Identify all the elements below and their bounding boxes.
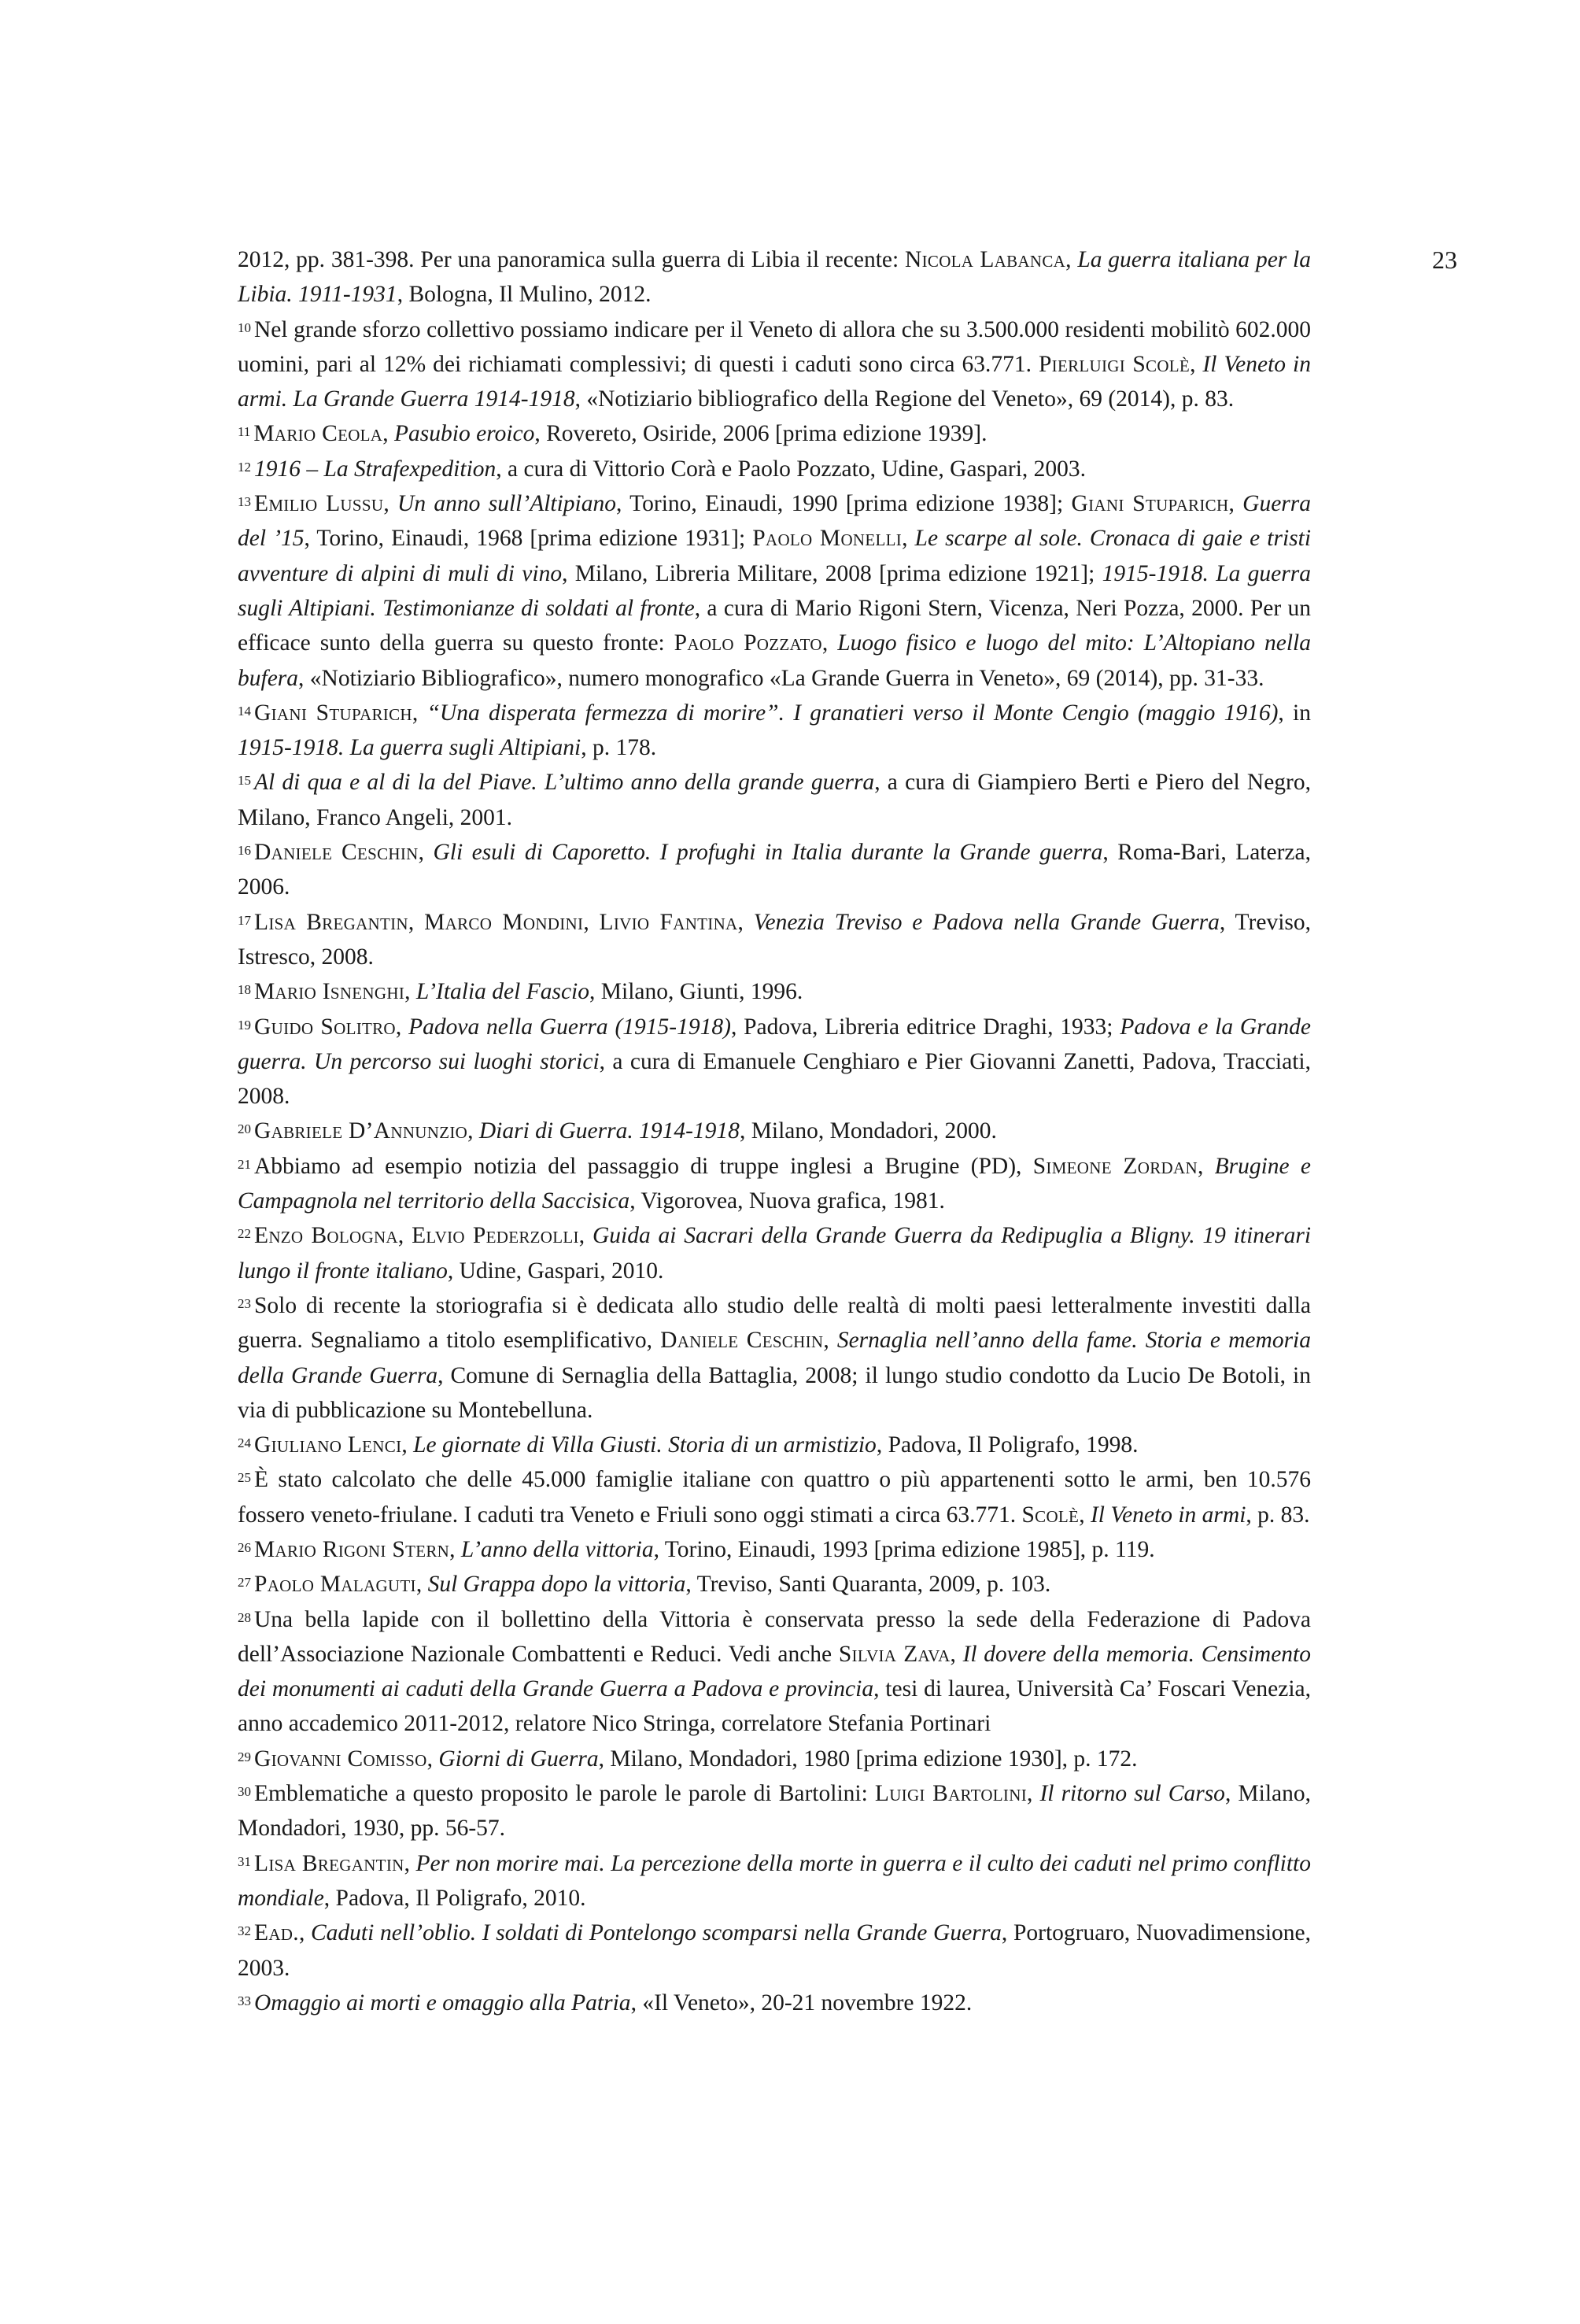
note-text: , Portogruaro, Nuovadimensione, 2003. [238, 1920, 1311, 1981]
title-italic: 1915-1918. La guerra sugli Altipiani. Testimonianze di soldati al fronte [238, 560, 1311, 621]
title-italic: Venezia Treviso e Padova nella Grande Guerra [753, 909, 1220, 935]
footnote-number: 21 [238, 1156, 251, 1172]
title-italic: Il ritorno sul Carso [1039, 1781, 1225, 1807]
note-text: , Milano, Mondadori, 1980 [prima edizione 1930], p. 172. [598, 1746, 1138, 1772]
footnote [238, 765, 1311, 835]
note-text: , p. 178. [581, 735, 657, 761]
note-text: , [412, 700, 427, 726]
author-name: Paolo Malaguti [254, 1572, 416, 1598]
note-text: , [737, 909, 754, 935]
footnote [238, 312, 1311, 417]
footnote [238, 416, 1311, 451]
note-text: , «Notiziario bibliografico della Regione del Veneto», 69 (2014), p. 83. [574, 386, 1235, 412]
note-text: , in [1278, 700, 1311, 726]
footnote [238, 1288, 1311, 1428]
note-text: , [298, 1920, 311, 1946]
footnotes [238, 242, 1311, 2020]
title-italic: Sul Grappa dopo la vittoria [427, 1572, 686, 1598]
footnote-number: 18 [238, 982, 251, 998]
note-text: , Milano, Mondadori, 1930, pp. 56-57. [238, 1781, 1311, 1842]
note-text: , [1228, 491, 1243, 517]
footnote-number: 25 [238, 1470, 251, 1486]
author-name: Mario Rigoni Stern [254, 1536, 450, 1562]
note-text: , Torino, Einaudi, 1990 [prima edizione 1938]; [616, 491, 1072, 517]
note-text: , [823, 1328, 837, 1354]
note-text: Nel grande sforzo collettivo possiamo indicare per il Veneto di allora che su 3.500.000 residenti mobilitò 602.000 uomini, pari al 12% dei richiamati complessivi; di questi i caduti sono circa 63.771. [238, 316, 1311, 377]
note-text: , [449, 1536, 461, 1562]
footnote-number: 24 [238, 1435, 251, 1451]
footnote [238, 1010, 1311, 1114]
note-text: , Bologna, Il Mulino, 2012. [397, 282, 652, 308]
footnote [238, 835, 1311, 905]
footnote [238, 1567, 1311, 1602]
note-text: , [397, 1223, 412, 1249]
author-name: Giani Stuparich [254, 700, 412, 726]
author-name: Nicola Labanca [904, 247, 1066, 272]
note-text: , a cura di Vittorio Corà e Paolo Pozzato, Udine, Gaspari, 2003. [496, 456, 1087, 482]
title-italic: Giorni di Guerra [438, 1746, 599, 1772]
note-text: , [578, 1223, 592, 1249]
note-text: , [583, 909, 600, 935]
author-name: Enzo Bologna [254, 1223, 398, 1249]
note-text: , Milano, Libreria Militare, 2008 [prima edizione 1921]; [562, 560, 1102, 586]
footnote-number: 14 [238, 703, 251, 719]
footnote [238, 1846, 1311, 1916]
note-text: , Milano, Giunti, 1996. [589, 979, 803, 1005]
author-name: Gabriele D’Annunzio [254, 1118, 468, 1144]
footnote-number: 17 [238, 912, 251, 928]
note-text: , Padova, Il Poligrafo, 1998. [876, 1432, 1139, 1458]
footnote-number: 13 [238, 494, 251, 510]
footnote [238, 1602, 1311, 1742]
footnote-number: 23 [238, 1295, 251, 1311]
author-name: Mario Ceola [253, 421, 383, 447]
note-text: , Rovereto, Osiride, 2006 [prima edizione 1939]. [534, 421, 988, 447]
footnote [238, 1776, 1311, 1846]
note-text: , «Il Veneto», 20-21 novembre 1922. [630, 1990, 973, 2015]
note-text: , Roma-Bari, Laterza, 2006. [238, 840, 1311, 900]
title-italic: Padova e la Grande guerra. Un percorso sui luoghi storici [238, 1014, 1312, 1074]
footnote [238, 696, 1311, 766]
footnote-number: 11 [238, 424, 251, 440]
title-italic: Omaggio ai morti e omaggio alla Patria [254, 1990, 631, 2015]
note-text: 2012, pp. 381-398. Per una panoramica sulla guerra di Libia il recente: [238, 247, 905, 272]
note-text: , [418, 840, 434, 866]
footnote [238, 1114, 1311, 1148]
footnote [238, 1149, 1311, 1219]
title-italic: Pasubio eroico [394, 421, 535, 447]
title-italic: 1915-1918. La guerra sugli Altipiani [238, 735, 581, 761]
title-italic: Le giornate di Villa Giusti. Storia di un armistizio [413, 1432, 877, 1458]
footnote [238, 1532, 1311, 1567]
author-name: Lisa Bregantin [254, 909, 408, 935]
footnote-number: 28 [238, 1609, 251, 1625]
note-text: , [1197, 1153, 1215, 1179]
title-italic: Sernaglia nell’anno della fame. Storia e memoria della Grande Guerra [238, 1328, 1312, 1388]
note-text: , «Notiziario Bibliografico», numero monografico «La Grande Guerra in Veneto», 69 (2014), pp. 31-33. [298, 665, 1264, 691]
note-text: Una bella lapide con il bollettino della Vittoria è conservata presso la sede della Federazione di Padova dell’Associazione Nazionale Combattenti e Reduci. Vedi anche [238, 1606, 1311, 1667]
author-name: Giovanni Comisso [254, 1746, 427, 1772]
footnote [238, 1218, 1311, 1288]
note-text: , Torino, Einaudi, 1993 [prima edizione 1985], p. 119. [653, 1536, 1155, 1562]
footnote-number: 20 [238, 1121, 251, 1137]
note-text: , Treviso, Santi Quaranta, 2009, p. 103. [685, 1572, 1051, 1598]
page-number: 23 [1432, 246, 1457, 274]
footnote-number: 31 [238, 1853, 251, 1869]
title-italic: 1916 – La Strafexpedition [254, 456, 497, 482]
author-name: Daniele Ceschin [660, 1328, 824, 1354]
title-italic: Caduti nell’oblio. I soldati di Pontelongo scomparsi nella Grande Guerra [311, 1920, 1002, 1946]
author-name: Giani Stuparich [1071, 491, 1229, 517]
note-text: , p. 83. [1246, 1502, 1310, 1528]
title-italic: Luogo fisico e luogo del mito: L’Altopiano nella bufera [238, 630, 1311, 691]
author-name: Marco Mondini [424, 909, 584, 935]
note-text: , tesi di laurea, Università Ca’ Foscari Venezia, anno accademico 2011-2012, relatore Nico Stringa, correlatore Stefania Portinari [238, 1676, 1311, 1737]
author-name: Paolo Pozzato [674, 630, 822, 656]
author-name: Giuliano Lenci [254, 1432, 402, 1458]
note-text: , [401, 1432, 414, 1458]
footnote [238, 905, 1311, 975]
author-name: Lisa Bregantin [254, 1850, 404, 1876]
title-italic: Un anno sull’Altipiano [397, 491, 616, 517]
title-italic: Il Veneto in armi. La Grande Guerra 1914-1918 [238, 351, 1311, 412]
note-text: , Udine, Gaspari, 2010. [447, 1258, 664, 1284]
note-text: , [395, 1014, 409, 1040]
author-name: Mario Isnenghi [254, 979, 405, 1005]
note-text: , [902, 526, 915, 552]
note-text: , [415, 1572, 428, 1598]
note-text: , [383, 491, 398, 517]
title-italic: Il dovere della memoria. Censimento dei monumenti ai caduti della Grande Guerra a Padova e provincia [238, 1641, 1312, 1702]
note-text: , a cura di Emanuele Cenghiaro e Pier Giovanni Zanetti, Padova, Tracciati, 2008. [238, 1048, 1311, 1110]
author-name: Ead. [254, 1920, 299, 1946]
footnote [238, 1916, 1311, 1986]
note-text: Solo di recente la storiografia si è dedicata allo studio delle realtà di molti paesi letteralmente investiti dalla guerra. Segnaliamo a titolo esemplificativo, [238, 1292, 1311, 1354]
title-italic: Brugine e Campagnola nel territorio della Saccisica [238, 1153, 1311, 1214]
title-italic: L’Italia del Fascio [415, 979, 590, 1005]
author-name: Livio Fantina [599, 909, 738, 935]
footnote [238, 974, 1311, 1009]
note-text: , [1079, 1502, 1091, 1528]
author-name: Simeone Zordan [1032, 1153, 1198, 1179]
title-italic: Le scarpe al sole. Cronaca di gaie e tristi avventure di alpini di muli di vino [238, 526, 1312, 586]
note-text: , Milano, Mondadori, 2000. [739, 1118, 997, 1144]
footnote-number: 10 [238, 320, 251, 335]
note-text: , [821, 630, 838, 656]
footnote [238, 452, 1311, 486]
author-name: Daniele Ceschin [254, 840, 419, 866]
author-name: Elvio Pederzolli [412, 1223, 579, 1249]
footnote [238, 1462, 1311, 1532]
footnote-number: 27 [238, 1575, 251, 1591]
footnote-number: 33 [238, 1993, 251, 2008]
note-text: , [1190, 351, 1203, 377]
note-text: , Torino, Einaudi, 1968 [prima edizione 1931]; [304, 526, 753, 552]
footnote-number: 12 [238, 459, 251, 475]
note-text: , Vigorovea, Nuova grafica, 1981. [629, 1188, 945, 1214]
author-name: Guido Solitro [254, 1014, 396, 1040]
note-text: , a cura di Mario Rigoni Stern, Vicenza, Neri Pozza, 2000. Per un efficace sunto della guerra su questo fronte: [238, 595, 1311, 656]
title-italic: Al di qua e al di la del Piave. L’ultimo anno della grande guerra [254, 770, 875, 796]
note-text: , [408, 909, 425, 935]
footnote [238, 242, 1311, 312]
note-text: , [950, 1641, 963, 1667]
title-italic: Gli esuli di Caporetto. I profughi in Italia durante la Grande guerra [433, 840, 1103, 866]
note-text: , a cura di Giampiero Berti e Piero del Negro, Milano, Franco Angeli, 2001. [238, 770, 1311, 830]
footnote-number: 15 [238, 773, 251, 789]
title-italic: Padova nella Guerra (1915-1918) [408, 1014, 731, 1040]
note-text: , [382, 421, 395, 447]
note-text: , Padova, Il Poligrafo, 2010. [323, 1885, 586, 1911]
footnote-number: 32 [238, 1923, 251, 1939]
note-text: , Treviso, Istresco, 2008. [238, 909, 1311, 970]
footnote-number: 16 [238, 843, 251, 859]
note-text: , [1065, 247, 1078, 272]
footnote-number: 19 [238, 1017, 251, 1033]
footnote-number: 22 [238, 1226, 251, 1242]
note-text: , [426, 1746, 439, 1772]
note-text: Abbiamo ad esempio notizia del passaggio di truppe inglesi a Brugine (PD), [254, 1153, 1033, 1179]
note-text: È stato calcolato che delle 45.000 famiglie italiane con quattro o più appartenenti sotto le armi, ben 10.576 fossero veneto-friulane. I caduti tra Veneto e Friuli sono oggi stimati a circa 63.771. [238, 1467, 1311, 1528]
title-italic: “Una disperata fermezza di morire”. I granatieri verso il Monte Cengio (maggio 1916) [426, 700, 1279, 726]
note-text: , Comune di Sernaglia della Battaglia, 2008; il lungo studio condotto da Lucio De Botoli, in via di pubblicazione su Montebelluna. [238, 1362, 1311, 1423]
title-italic: Guerra del ’15 [238, 491, 1312, 552]
note-text: , [404, 1850, 416, 1876]
note-text: , [1027, 1781, 1040, 1807]
footnote-number: 30 [238, 1784, 251, 1800]
author-name: Silvia Zava [838, 1641, 951, 1667]
title-italic: Diari di Guerra. 1914-1918 [478, 1118, 740, 1144]
note-text: , Padova, Libreria editrice Draghi, 1933; [730, 1014, 1120, 1040]
footnote-number: 26 [238, 1539, 251, 1555]
title-italic: Guida ai Sacrari della Grande Guerra da Redipuglia a Bligny. 19 itinerari lungo il fronte italiano [238, 1223, 1312, 1284]
footnote [238, 1428, 1311, 1462]
note-text: Emblematiche a questo proposito le parole le parole di Bartolini: [254, 1781, 875, 1807]
footnote [238, 1986, 1311, 2020]
author-name: Scolè [1021, 1502, 1080, 1528]
footnote [238, 1742, 1311, 1776]
author-name: Emilio Lussu [254, 491, 384, 517]
footnote [238, 486, 1311, 696]
note-text: , [404, 979, 416, 1005]
title-italic: Il Veneto in armi [1090, 1502, 1246, 1528]
author-name: Luigi Bartolini [874, 1781, 1027, 1807]
title-italic: La guerra italiana per la Libia. 1911-1931 [238, 247, 1312, 308]
footnote-number: 29 [238, 1749, 251, 1764]
title-italic: L’anno della vittoria [460, 1536, 654, 1562]
author-name: Paolo Monelli [752, 526, 903, 552]
author-name: Pierluigi Scolè [1038, 351, 1191, 377]
title-italic: Per non morire mai. La percezione della morte in guerra e il culto dei caduti nel primo conflitto mondiale [238, 1850, 1312, 1911]
note-text: , [467, 1118, 479, 1144]
